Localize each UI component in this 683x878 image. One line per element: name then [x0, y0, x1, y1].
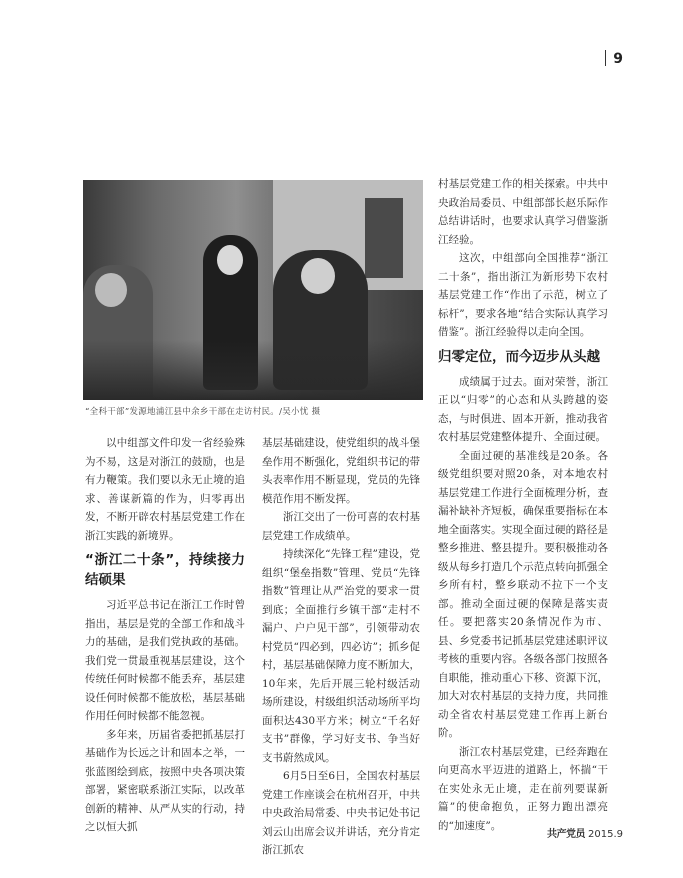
page-number — [605, 50, 623, 67]
column-1 — [85, 434, 245, 837]
paragraph: 6月5日至6日，全国农村基层党建工作座谈会在杭州召开，中共中央政治局常委、中央书记处书记刘云山出席会议并讲话，充分肯定浙江抓农 — [262, 770, 420, 856]
paragraph: 以中组部文件印发一省经验殊为不易，这是对浙江的鼓励，也是有力鞭策。我们要以永无止境的追求、善谋新篇的作为，归零再出发，不断开辟农村基层党建工作在浙江实践的新境界。 — [85, 437, 245, 542]
paragraph: 村基层党建工作的相关探索。中共中央政治局委员、中组部部长赵乐际作总结讲话时，也要求认真学习借鉴浙江经验。 — [438, 178, 608, 246]
paragraph: 这次，中组部向全国推荐“浙江二十条”，指出浙江为新形势下农村基层党建工作“作出了示范，树立了标杆”，要求各地“结合实际认真学习借鉴”。浙江经验得以走向全国。 — [438, 252, 608, 338]
issue-number: 2015.9 — [588, 829, 623, 840]
magazine-logo: 共产党员 — [547, 829, 585, 840]
section-heading-reset: 归零定位，而今迈步从头越 — [438, 348, 600, 365]
paragraph: 全面过硬的基准线是20条。各级党组织要对照20条，对本地农村基层党建工作进行全面梳理分析，查漏补缺补齐短板，确保重要指标在本地全面落实。实现全面过硬的路径是整乡推进、整县提升。要积极推动各级从每乡打造几个示范点转向抓强全乡所有村，整乡联动不拉下一个支部。推动全面过硬的保障是落实责任。要把落实20条情况作为市、县、乡党委书记抓基层党建述职评议考核的重要内容。各级各部门按照各自职能，推动重心下移、资源下沉，加大对农村基层的支持力度，共同推动全省农村基层党建工作再上新台阶。 — [438, 449, 608, 739]
paragraph: 浙江农村基层党建，已经奔跑在向更高水平迈进的道路上，怀揣“干在实处永无止境，走在前列要谋新篇”的使命抱负，正努力跑出漂亮的“加速度”。 — [438, 745, 608, 832]
photo-caption: “全科干部”发源地浦江县中余乡干部在走访村民。/吴小忧 摄 — [85, 407, 321, 417]
photo-door — [365, 198, 403, 278]
paragraph: 基层基础建设，使党组织的战斗堡垒作用不断强化，党组织书记的带头表率作用不断显现，党员的先锋模范作用不断发挥。 — [262, 437, 420, 505]
paragraph: 成绩属于过去。面对荣誉，浙江正以“归零”的心态和从头跨越的姿态，与时俱进、固本开新，推动我省农村基层党建整体提升、全面过硬。 — [438, 375, 608, 443]
paragraph: 持续深化“先锋工程”建设，党组织“堡垒指数”管理、党员“先锋指数”管理让从严治党的要求一贯到底；全面推行乡镇干部“走村不漏户、户户见干部”，引领带动农村党员“四必到，四必访”；抓乡促村，基层基础保障力度不断加大，10年来，先后开展三轮村级活动场所建设，村级组织活动场所平均面积达430平方米；树立“千名好支书”群像，学习好支书、争当好支书蔚然成风。 — [262, 548, 420, 764]
page-footer — [547, 825, 623, 840]
section-heading-zhejiang-twenty: “浙江二十条”，持续接力结硕果 — [85, 552, 245, 588]
page-number-divider — [605, 50, 606, 66]
article-photo — [83, 180, 423, 400]
photo-shadow — [83, 340, 423, 400]
paragraph: 浙江交出了一份可喜的农村基层党建工作成绩单。 — [262, 511, 420, 542]
column-3 — [438, 175, 608, 835]
column-2 — [262, 434, 420, 860]
paragraph: 多年来，历届省委把抓基层打基础作为长远之计和固本之举，一张蓝图绘到底，按照中央各项决策部署，紧密联系浙江实际，以改革创新的精神、从严从实的行动，持之以恒大抓 — [85, 728, 245, 833]
paragraph: 习近平总书记在浙江工作时曾指出，基层是党的全部工作和战斗力的基础，是我们党执政的基础。我们党一贯最重视基层建设，这个传统任何时候都不能丢弃，基层建设任何时候都不能放松，基层基础作用任何时候都不能忽视。 — [85, 599, 245, 722]
page-number-value: 9 — [613, 51, 623, 67]
